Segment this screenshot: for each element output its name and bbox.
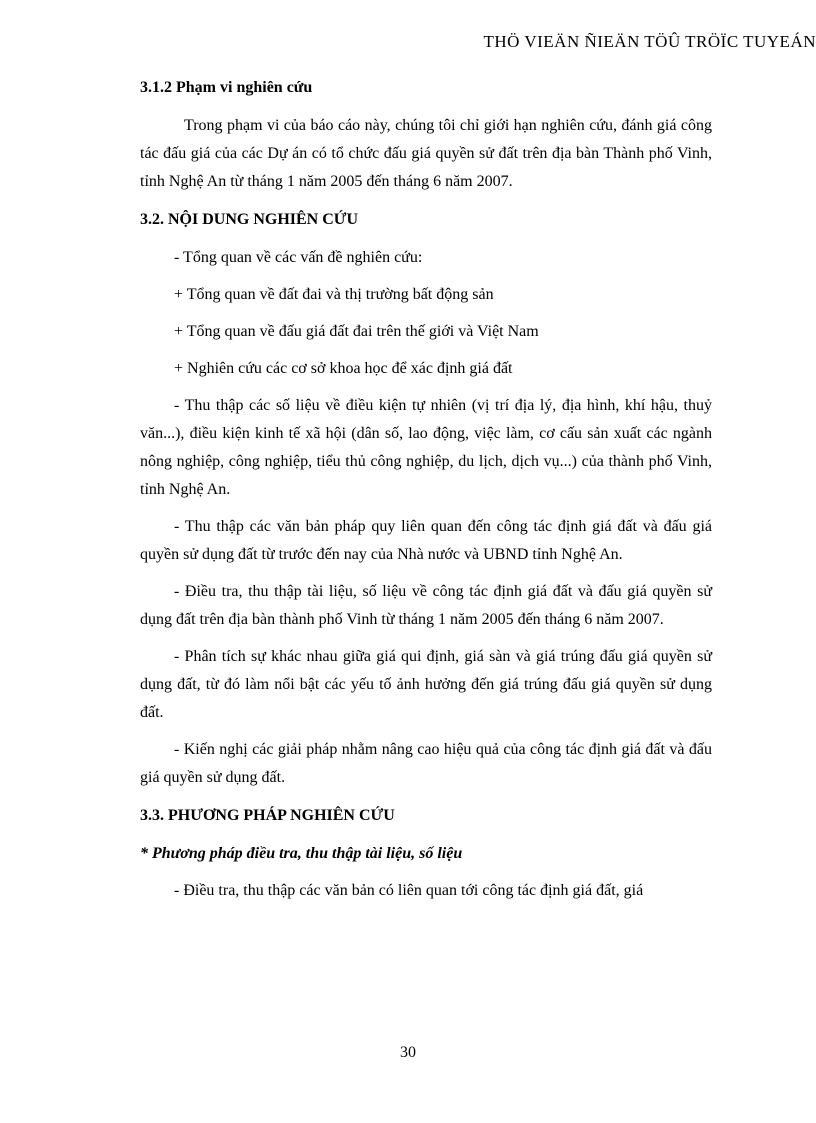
- list-item: - Tổng quan về các vấn đề nghiên cứu:: [174, 249, 423, 266]
- list-item: - Thu thập các văn bản pháp quy liên quan đến công tác định giá đất và đấu giá quyền sử dụng đất từ trước đến nay của Nhà nước và UBND tỉnh Nghệ An.: [140, 518, 712, 563]
- list-item: - Kiến nghị các giải pháp nhằm nâng cao hiệu quả của công tác định giá đất và đấu giá quyền sử dụng đất.: [140, 741, 712, 786]
- list-item: - Thu thập các số liệu về điều kiện tự nhiên (vị trí địa lý, địa hình, khí hậu, thuỷ văn...), điều kiện kinh tế xã hội (dân số, lao động, việc làm, cơ cấu sản xuất các ngành nông nghiệp, công nghiệp, tiểu thủ công nghiệp, du lịch, dịch vụ...) của thành phố Vinh, tỉnh Nghệ An.: [140, 397, 712, 498]
- paragraph-scope: Trong phạm vi của báo cáo này, chúng tôi chỉ giới hạn nghiên cứu, đánh giá công tác đấu giá của các Dự án có tổ chức đấu giá quyền sử đất trên địa bàn Thành phố Vinh, tỉnh Nghệ An từ tháng 1 năm 2005 đến tháng 6 năm 2007.: [140, 117, 712, 190]
- section-heading-3-3: 3.3. PHƯƠNG PHÁP NGHIÊN CỨU: [140, 807, 395, 824]
- running-header: THÖ VIEÄN ÑIEÄN TÖÛ TRÖÏC TUYEÁN: [483, 32, 816, 51]
- list-item: + Tổng quan về đấu giá đất đai trên thế giới và Việt Nam: [174, 323, 539, 340]
- document-body: [140, 74, 712, 914]
- paragraph-method: - Điều tra, thu thập các văn bản có liên quan tới công tác định giá đất, giá: [174, 882, 644, 899]
- list-item: - Phân tích sự khác nhau giữa giá qui định, giá sàn và giá trúng đấu giá quyền sử dụng đất, từ đó làm nổi bật các yếu tố ảnh hưởng đến giá trúng đấu giá quyền sử dụng đất.: [140, 648, 712, 721]
- list-item: + Nghiên cứu các cơ sở khoa học để xác định giá đất: [174, 360, 513, 377]
- section-heading-3-2: 3.2. NỘI DUNG NGHIÊN CỨU: [140, 211, 359, 228]
- page-number: 30: [400, 1044, 416, 1061]
- list-item: + Tổng quan về đất đai và thị trường bất động sản: [174, 286, 494, 303]
- section-heading-3-1-2: 3.1.2 Phạm vi nghiên cứu: [140, 79, 313, 96]
- list-item: - Điều tra, thu thập tài liệu, số liệu về công tác định giá đất và đấu giá quyền sử dụng đất trên địa bàn thành phố Vinh từ tháng 1 năm 2005 đến tháng 6 năm 2007.: [140, 583, 712, 628]
- method-subheading: * Phương pháp điều tra, thu thập tài liệu, số liệu: [140, 845, 463, 862]
